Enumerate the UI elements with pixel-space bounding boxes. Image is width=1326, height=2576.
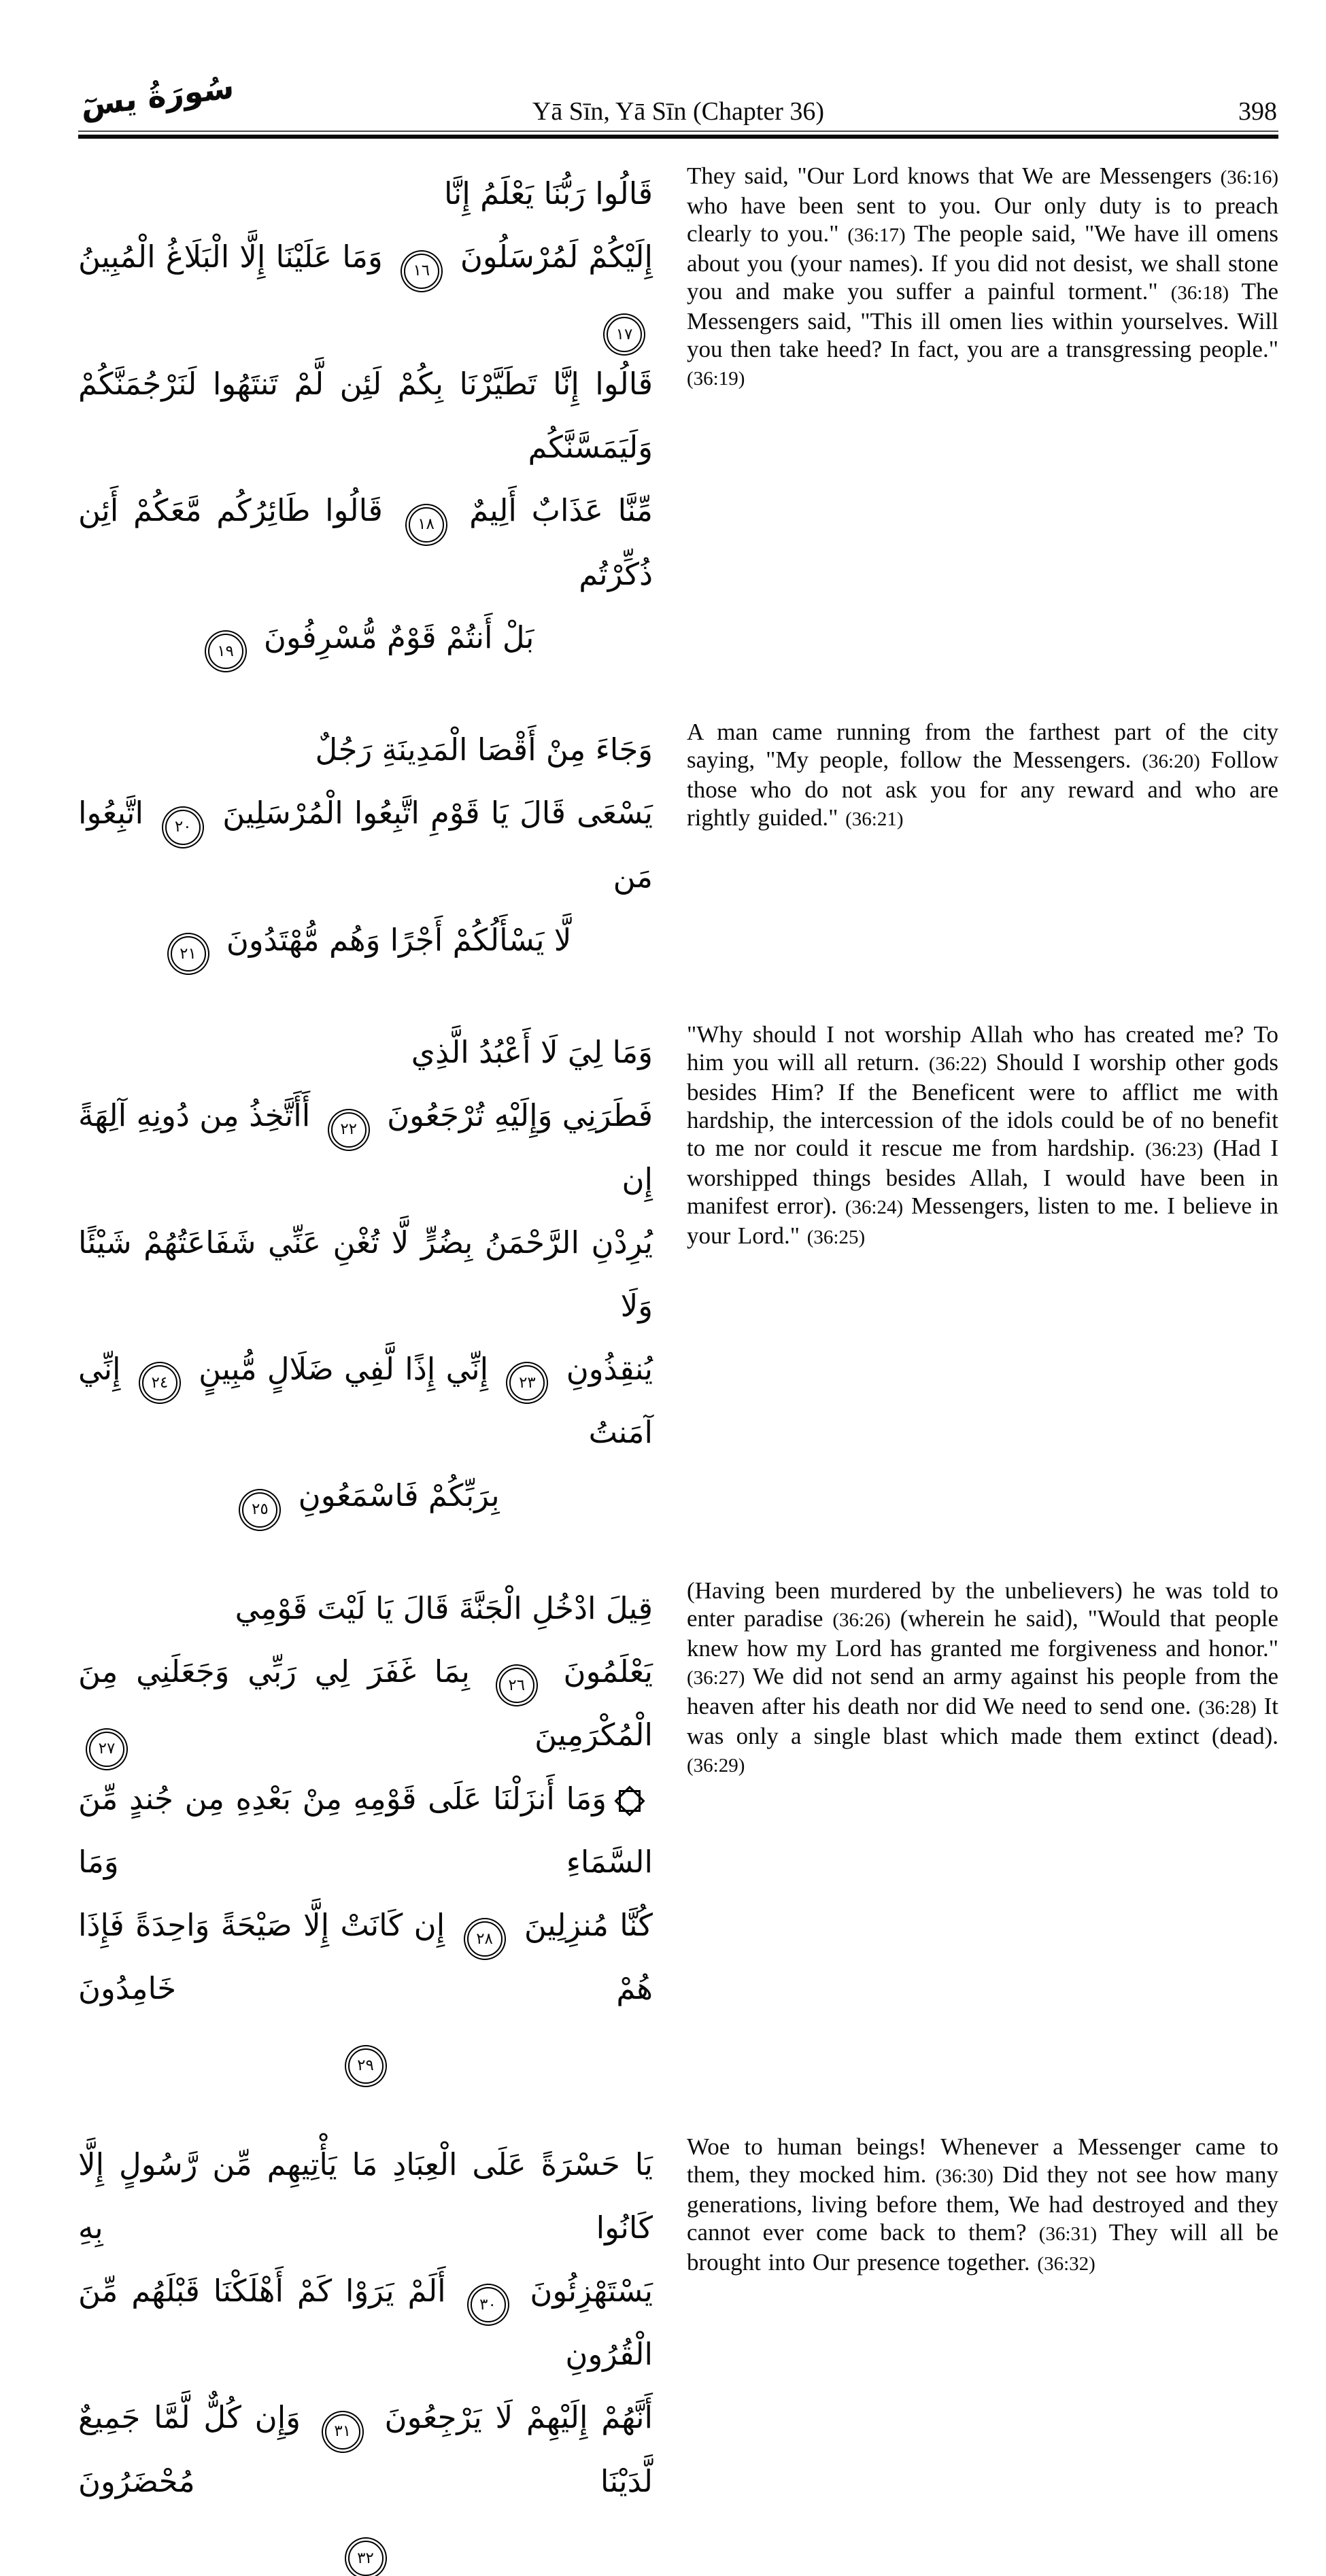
- arabic-line: وَجَاءَ مِنْ أَقْصَا الْمَدِينَةِ رَجُلٌ: [78, 718, 653, 781]
- verse-reference: (36:21): [845, 808, 903, 830]
- verse-reference: (36:22): [929, 1053, 987, 1075]
- verse-section-36-30-32: [78, 2133, 1278, 2576]
- arabic-verse-block: [78, 1577, 653, 2084]
- verse-reference: (36:20): [1142, 751, 1200, 772]
- verse-reference: (36:29): [687, 1755, 745, 1776]
- ayah-end-marker: ٢١: [171, 936, 206, 972]
- ayah-end-marker: ٢٧: [89, 1732, 124, 1767]
- ayah-end-marker: ٢٣: [509, 1365, 545, 1401]
- arabic-line: قَالُوا إِنَّا تَطَيَّرْنَا بِكُمْ لَئِن لَّمْ تَنتَهُوا لَنَرْجُمَنَّكُمْ وَلَيَمَسَّنَّكُم: [78, 352, 653, 479]
- arabic-line: مِّنَّا عَذَابٌ أَلِيمٌ ١٨ قَالُوا طَائِرُكُم مَّعَكُمْ أَئِن ذُكِّرْتُم: [78, 479, 653, 606]
- arabic-line: كُنَّا مُنزِلِينَ ٢٨ إِن كَانَتْ إِلَّا صَيْحَةً وَاحِدَةً فَإِذَا هُمْ خَامِدُونَ: [78, 1893, 653, 2021]
- arabic-line: يَا حَسْرَةً عَلَى الْعِبَادِ مَا يَأْتِيهِم مِّن رَّسُولٍ إِلَّا كَانُوا بِهِ: [78, 2133, 653, 2259]
- verse-reference: (36:32): [1037, 2253, 1095, 2275]
- arabic-line: بَلْ أَنتُمْ قَوْمٌ مُّسْرِفُونَ ١٩: [78, 606, 653, 670]
- arabic-line: إِلَيْكُمْ لَمُرْسَلُونَ ١٦ وَمَا عَلَيْنَا إِلَّا الْبَلَاغُ الْمُبِينُ ١٧: [78, 225, 653, 352]
- page-header: [78, 54, 1278, 128]
- ayah-end-marker: ٣٠: [471, 2287, 506, 2322]
- ayah-end-marker: ١٩: [208, 634, 243, 669]
- arabic-line: [78, 2513, 653, 2576]
- verse-reference: (36:27): [687, 1667, 745, 1689]
- arabic-line: يَسْعَى قَالَ يَا قَوْمِ اتَّبِعُوا الْمُرْسَلِينَ ٢٠ اتَّبِعُوا مَن: [78, 781, 653, 908]
- ayah-end-marker: ١٧: [607, 317, 642, 352]
- verse-reference: (36:18): [1171, 282, 1229, 304]
- verse-section-36-26-29: [78, 1577, 1278, 2084]
- english-translation-paragraph: (Having been murdered by the unbelievers) he was told to enter paradise (36:26) (wherein he said), "Would that people knew how my Lord has granted me forgiveness and honor." (36:27) We did not send an army against his people from the heaven after his death nor did We need to send one. (36:28) It was only a single blast which made them extinct (dead). (36:29): [687, 1577, 1278, 1780]
- english-translation-paragraph: "Why should I not worship Allah who has created me? To him you will all return. (36:22) Should I worship other gods besides Him? If the Beneficent were to afflict me with hardship, the intercession of the idols could be of no benefit to me nor could it rescue me from hardship. (36:23) (Had I worshipped things besides Allah, I would have been in manifest error). (36:24) Messengers, listen to me. I believe in your Lord." (36:25): [687, 1020, 1278, 1252]
- ayah-end-marker: ٢٨: [467, 1921, 503, 1957]
- verse-reference: (36:28): [1198, 1697, 1256, 1719]
- ayah-end-marker: ٣٢: [348, 2541, 384, 2576]
- arabic-line: قَالُوا رَبُّنَا يَعْلَمُ إِنَّا: [78, 162, 653, 225]
- rub-el-hizb-icon: [615, 1786, 645, 1816]
- arabic-line: [78, 2020, 653, 2084]
- verse-reference: (36:16): [1221, 167, 1278, 188]
- verse-reference: (36:26): [832, 1609, 890, 1631]
- english-translation-paragraph: They said, "Our Lord knows that We are Messengers (36:16) who have been sent to you. Our only duty is to preach clearly to you." (36:17) The people said, "We have ill omens about you (your names). If you did not desist, we shall stone you and make you suffer a painful torment." (36:18) The Messengers said, "This ill omen lies within yourselves. Will you then take heed? In fact, you are a transgressing people." (36:19): [687, 162, 1278, 393]
- arabic-verse-block: [78, 162, 653, 669]
- english-translation-paragraph: Woe to human beings! Whenever a Messenger came to them, they mocked him. (36:30) Did they not see how many generations, living before them, We had destroyed and they cannot ever come back to them? (36:31) They will all be brought into Our presence together. (36:32): [687, 2133, 1278, 2278]
- arabic-line: فَطَرَنِي وَإِلَيْهِ تُرْجَعُونَ ٢٢ أَأَتَّخِذُ مِن دُونِهِ آلِهَةً إِن: [78, 1084, 653, 1211]
- arabic-line: لَّا يَسْأَلُكُمْ أَجْرًا وَهُم مُّهْتَدُونَ ٢١: [78, 908, 653, 972]
- arabic-line: وَمَا أَنزَلْنَا عَلَى قَوْمِهِ مِنْ بَعْدِهِ مِن جُندٍ مِّنَ السَّمَاءِ وَمَا: [78, 1767, 653, 1893]
- verse-reference: (36:24): [845, 1197, 903, 1218]
- ayah-end-marker: ٢٦: [499, 1668, 534, 1703]
- arabic-line: يَسْتَهْزِئُونَ ٣٠ أَلَمْ يَرَوْا كَمْ أَهْلَكْنَا قَبْلَهُم مِّنَ الْقُرُونِ: [78, 2259, 653, 2386]
- verse-section-36-20-21: [78, 718, 1278, 972]
- verse-reference: (36:31): [1039, 2223, 1097, 2245]
- verse-reference: (36:19): [687, 368, 745, 390]
- ayah-end-marker: ١٨: [409, 507, 444, 543]
- arabic-line: يَعْلَمُونَ ٢٦ بِمَا غَفَرَ لِي رَبِّي وَجَعَلَنِي مِنَ الْمُكْرَمِينَ ٢٧: [78, 1640, 653, 1767]
- header-divider-rule: [78, 131, 1278, 139]
- arabic-line: أَنَّهُمْ إِلَيْهِمْ لَا يَرْجِعُونَ ٣١ وَإِن كُلٌّ لَّمَّا جَمِيعٌ لَّدَيْنَا مُحْضَرُونَ: [78, 2386, 653, 2513]
- surah-calligraphy-logo: سُورَةُ يسٓ: [80, 68, 235, 124]
- arabic-verse-block: [78, 718, 653, 972]
- arabic-line: يُرِدْنِ الرَّحْمَنُ بِضُرٍّ لَّا تُغْنِ عَنِّي شَفَاعَتُهُمْ شَيْئًا وَلَا: [78, 1211, 653, 1337]
- ayah-end-marker: ٢٩: [348, 2048, 384, 2084]
- ayah-end-marker: ٢٠: [165, 810, 201, 845]
- arabic-line: قِيلَ ادْخُلِ الْجَنَّةَ قَالَ يَا لَيْتَ قَوْمِي: [78, 1577, 653, 1640]
- ayah-end-marker: ٣١: [325, 2414, 360, 2450]
- verse-section-36-16-19: [78, 162, 1278, 669]
- page-number: 398: [1238, 97, 1277, 126]
- verse-reference: (36:25): [807, 1226, 865, 1248]
- verse-section-36-22-25: [78, 1020, 1278, 1528]
- verse-reference: (36:17): [847, 224, 905, 246]
- ayah-end-marker: ١٦: [404, 254, 439, 289]
- page-body: [78, 162, 1278, 2576]
- verse-reference: (36:30): [936, 2165, 993, 2187]
- arabic-line: يُنقِذُونِ ٢٣ إِنِّي إِذًا لَّفِي ضَلَالٍ مُّبِينٍ ٢٤ إِنِّي آمَنتُ: [78, 1337, 653, 1464]
- page-title: Yā Sīn, Yā Sīn (Chapter 36): [532, 97, 824, 126]
- verse-reference: (36:23): [1145, 1139, 1203, 1161]
- ayah-end-marker: ٢٤: [142, 1365, 177, 1401]
- arabic-line: بِرَبِّكُمْ فَاسْمَعُونِ ٢٥: [78, 1464, 653, 1528]
- ayah-end-marker: ٢٢: [331, 1112, 367, 1148]
- arabic-line: وَمَا لِيَ لَا أَعْبُدُ الَّذِي: [78, 1020, 653, 1084]
- ayah-end-marker: ٢٥: [242, 1492, 277, 1528]
- english-translation-paragraph: A man came running from the farthest part of the city saying, "My people, follow the Messengers. (36:20) Follow those who do not ask you for any reward and who are rightly guided." (36:21): [687, 718, 1278, 834]
- arabic-verse-block: [78, 2133, 653, 2576]
- arabic-verse-block: [78, 1020, 653, 1528]
